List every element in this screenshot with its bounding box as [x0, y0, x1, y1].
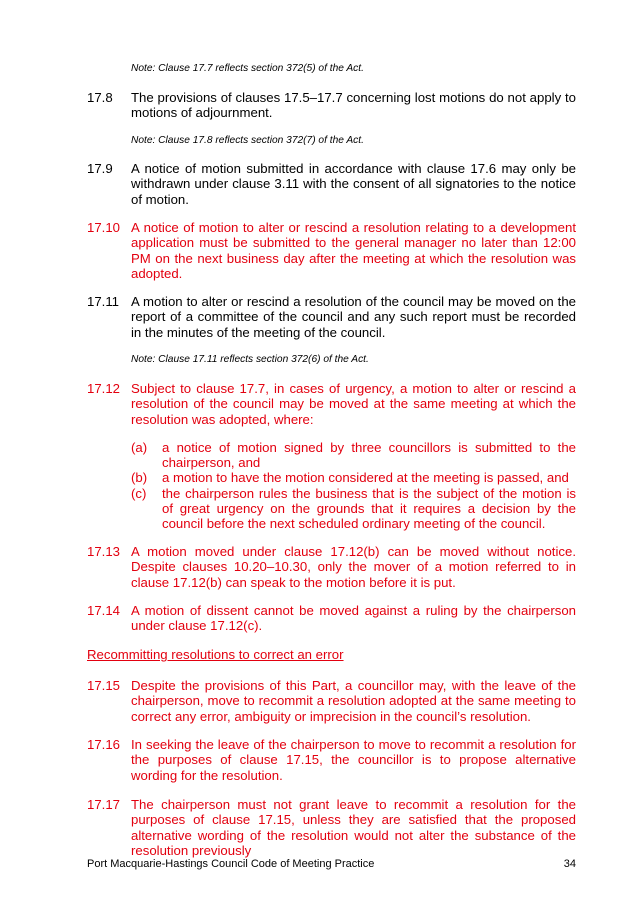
- clause-number: 17.14: [87, 603, 121, 618]
- clause-text: The chairperson must not grant leave to recommit a resolution for the purposes of clause 17.15, unless they are satisfied that the proposed alternative wording of the resolution would not alter the substance of the resolution previously: [131, 797, 576, 858]
- clause-text: Subject to clause 17.7, in cases of urgency, a motion to alter or rescind a resolution of the council may be moved at the same meeting at which the resolution was adopted, where:: [131, 381, 576, 427]
- clause-17-9: [87, 161, 576, 207]
- clause-number: 17.9: [87, 161, 113, 176]
- sub-item-label: (c): [131, 485, 147, 501]
- section-heading: Recommitting resolutions to correct an error: [87, 647, 344, 662]
- page-footer: [87, 858, 576, 871]
- clause-17-16: [87, 737, 576, 783]
- clause-number: 17.17: [87, 797, 121, 812]
- clause-17-13: [87, 544, 576, 590]
- sub-item-text: a notice of motion signed by three councillors is submitted to the chairperson, and: [162, 439, 576, 471]
- sub-item-c: [131, 486, 576, 532]
- clause-17-10: [87, 220, 576, 281]
- note-17-11: Note: Clause 17.11 reflects section 372(6) of the Act.: [131, 354, 369, 365]
- clause-text: A motion to alter or rescind a resolution of the council may be moved on the report of a committee of the council and any such report must be recorded in the minutes of the meeting of the council.: [131, 294, 576, 340]
- sub-item-text: a motion to have the motion considered at the meeting is passed, and: [162, 470, 569, 486]
- clause-text: A notice of motion to alter or rescind a resolution relating to a development application must be submitted to the general manager no later than 12:00 PM on the next business day after the meeting at which the resolution was adopted.: [131, 220, 576, 281]
- clause-number: 17.10: [87, 220, 121, 235]
- clause-number: 17.11: [87, 294, 120, 309]
- clause-17-11: [87, 294, 576, 340]
- clause-17-15: [87, 678, 576, 724]
- note-17-8: Note: Clause 17.8 reflects section 372(7) of the Act.: [131, 135, 364, 146]
- clause-number: 17.15: [87, 678, 121, 693]
- clause-17-8: [87, 90, 576, 121]
- sub-item-a: [131, 440, 576, 471]
- clause-17-12: [87, 381, 576, 532]
- clause-17-14: [87, 603, 576, 634]
- clause-text: A motion of dissent cannot be moved against a ruling by the chairperson under clause 17.12(c).: [131, 603, 576, 634]
- sub-item-b: [131, 470, 576, 485]
- clause-text: Despite the provisions of this Part, a councillor may, with the leave of the chairperson, move to recommit a resolution adopted at the same meeting to correct any error, ambiguity or imprecision in the council’s resolution.: [131, 678, 576, 724]
- clause-17-17: [87, 797, 576, 858]
- clause-number: 17.16: [87, 737, 121, 752]
- clause-text: A notice of motion submitted in accordance with clause 17.6 may only be withdrawn under clause 3.11 with the consent of all signatories to the notice of motion.: [131, 161, 576, 207]
- clause-text: The provisions of clauses 17.5–17.7 concerning lost motions do not apply to motions of adjournment.: [131, 90, 576, 121]
- sub-item-text: the chairperson rules the business that is the subject of the motion is of great urgency on the grounds that it requires a decision by the council before the next scheduled ordinary meeting of the council.: [162, 485, 576, 532]
- clause-number: 17.13: [87, 544, 121, 559]
- clause-text: A motion moved under clause 17.12(b) can be moved without notice. Despite clauses 10.20–10.30, only the mover of a motion referred to in clause 17.12(b) can speak to the motion before it is put.: [131, 544, 576, 590]
- note-17-7: Note: Clause 17.7 reflects section 372(5) of the Act.: [131, 63, 364, 74]
- sub-item-label: (b): [131, 470, 148, 486]
- page-number: 34: [563, 858, 576, 870]
- clause-number: 17.8: [87, 90, 113, 105]
- sub-item-label: (a): [131, 439, 148, 455]
- footer-title: Port Macquarie-Hastings Council Code of Meeting Practice: [87, 858, 375, 870]
- clause-text: In seeking the leave of the chairperson to move to recommit a resolution for the purposes of clause 17.15, the councillor is to propose alternative wording for the resolution.: [131, 737, 576, 783]
- clause-number: 17.12: [87, 381, 121, 396]
- sub-item-list: [131, 440, 576, 532]
